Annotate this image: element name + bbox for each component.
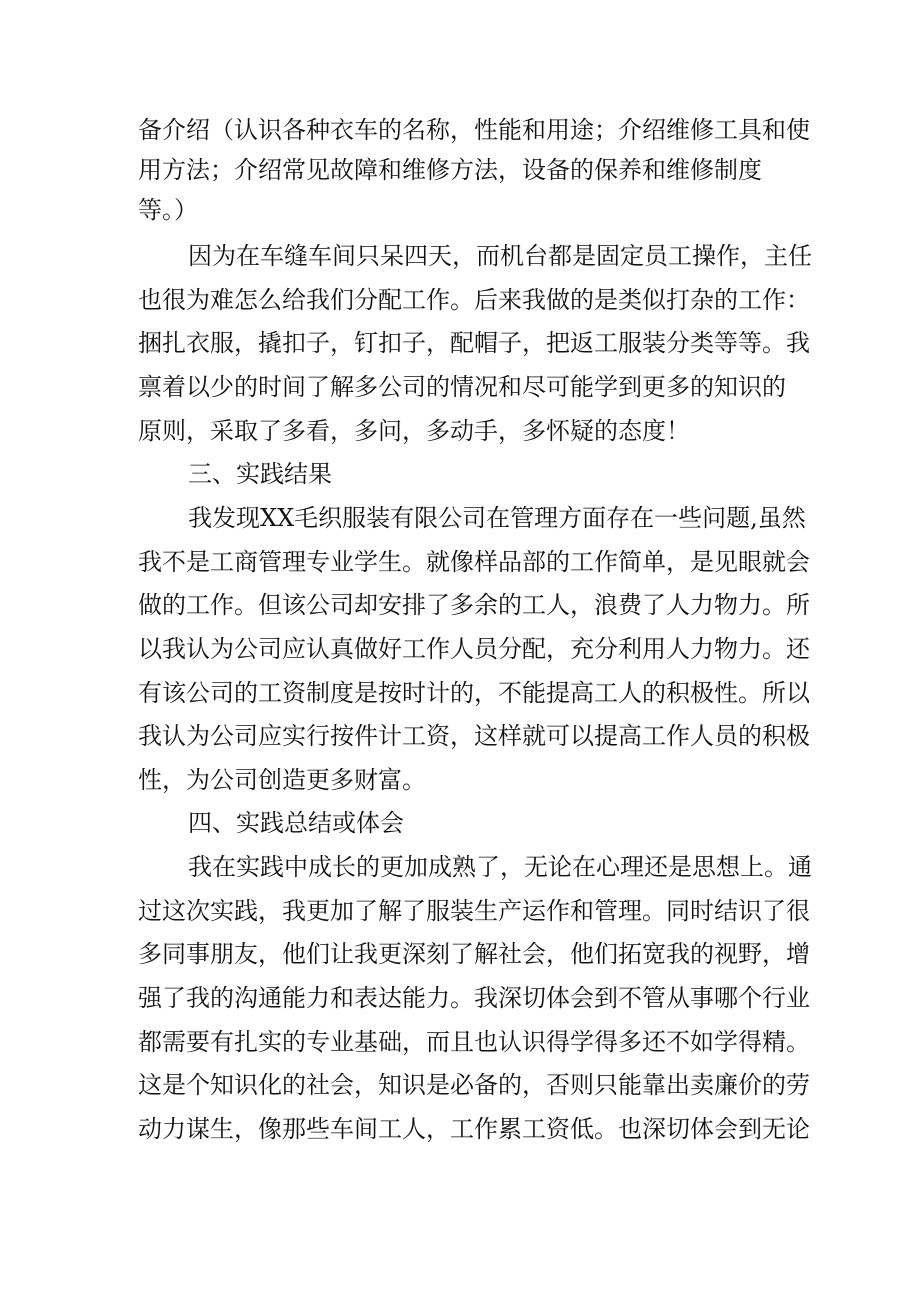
section-heading-results: 三、实践结果 xyxy=(188,460,332,488)
paragraph-3-line-5: 有该公司的工资制度是按时计的，不能提高工人的积极性。所以 xyxy=(138,679,810,707)
paragraph-4-line-2: 过这次实践，我更加了解了服装生产运作和管理。同时结识了很 xyxy=(138,897,810,925)
paragraph-2-line-3: 捆扎衣服，撬扣子，钉扣子，配帽子，把返工服装分类等等。我 xyxy=(138,329,810,357)
paragraph-4-line-1: 我在实践中成长的更加成熟了，无论在心理还是思想上。通 xyxy=(188,853,812,881)
paragraph-3-line-1: 我发现XX毛织服装有限公司在管理方面存在一些问题,虽然 xyxy=(188,504,806,532)
paragraph-1-line-3: 等。） xyxy=(138,196,198,224)
paragraph-3-line-2: 我不是工商管理专业学生。就像样品部的工作简单，是见眼就会 xyxy=(138,548,810,576)
paragraph-3-line-6: 我认为公司应实行按件计工资，这样就可以提高工作人员的积极 xyxy=(138,722,810,750)
paragraph-2-line-5: 原则，采取了多看，多问，多动手，多怀疑的态度！ xyxy=(138,417,690,445)
paragraph-4-line-7: 动力谋生，像那些车间工人，工作累工资低。也深切体会到无论 xyxy=(138,1115,810,1143)
paragraph-3-line-7: 性，为公司创造更多财富。 xyxy=(138,766,426,794)
paragraph-2-line-1: 因为在车缝车间只呆四天，而机台都是固定员工操作，主任 xyxy=(188,242,812,270)
paragraph-4-line-5: 都需要有扎实的专业基础，而且也认识得学得多还不如学得精。 xyxy=(138,1028,810,1056)
paragraph-4-line-4: 强了我的沟通能力和表达能力。我深切体会到不管从事哪个行业 xyxy=(138,984,810,1012)
paragraph-1-line-1: 备介绍（认识各种衣车的名称，性能和用途；介绍维修工具和使 xyxy=(138,116,810,144)
paragraph-2-line-2: 也很为难怎么给我们分配工作。后来我做的是类似打杂的工作： xyxy=(138,286,810,314)
paragraph-1-line-2: 用方法；介绍常见故障和维修方法，设备的保养和维修制度 xyxy=(138,156,762,184)
paragraph-3-line-4: 以我认为公司应认真做好工作人员分配，充分利用人力物力。还 xyxy=(138,635,810,663)
paragraph-4-line-6: 这是个知识化的社会，知识是必备的，否则只能靠出卖廉价的劳 xyxy=(138,1071,810,1099)
section-heading-summary: 四、实践总结或体会 xyxy=(188,809,404,837)
paragraph-4-line-3: 多同事朋友，他们让我更深刻了解社会，他们拓宽我的视野，增 xyxy=(138,940,810,968)
paragraph-2-line-4: 禀着以少的时间了解多公司的情况和尽可能学到更多的知识的 xyxy=(138,373,786,401)
paragraph-3-line-3: 做的工作。但该公司却安排了多余的工人，浪费了人力物力。所 xyxy=(138,591,810,619)
